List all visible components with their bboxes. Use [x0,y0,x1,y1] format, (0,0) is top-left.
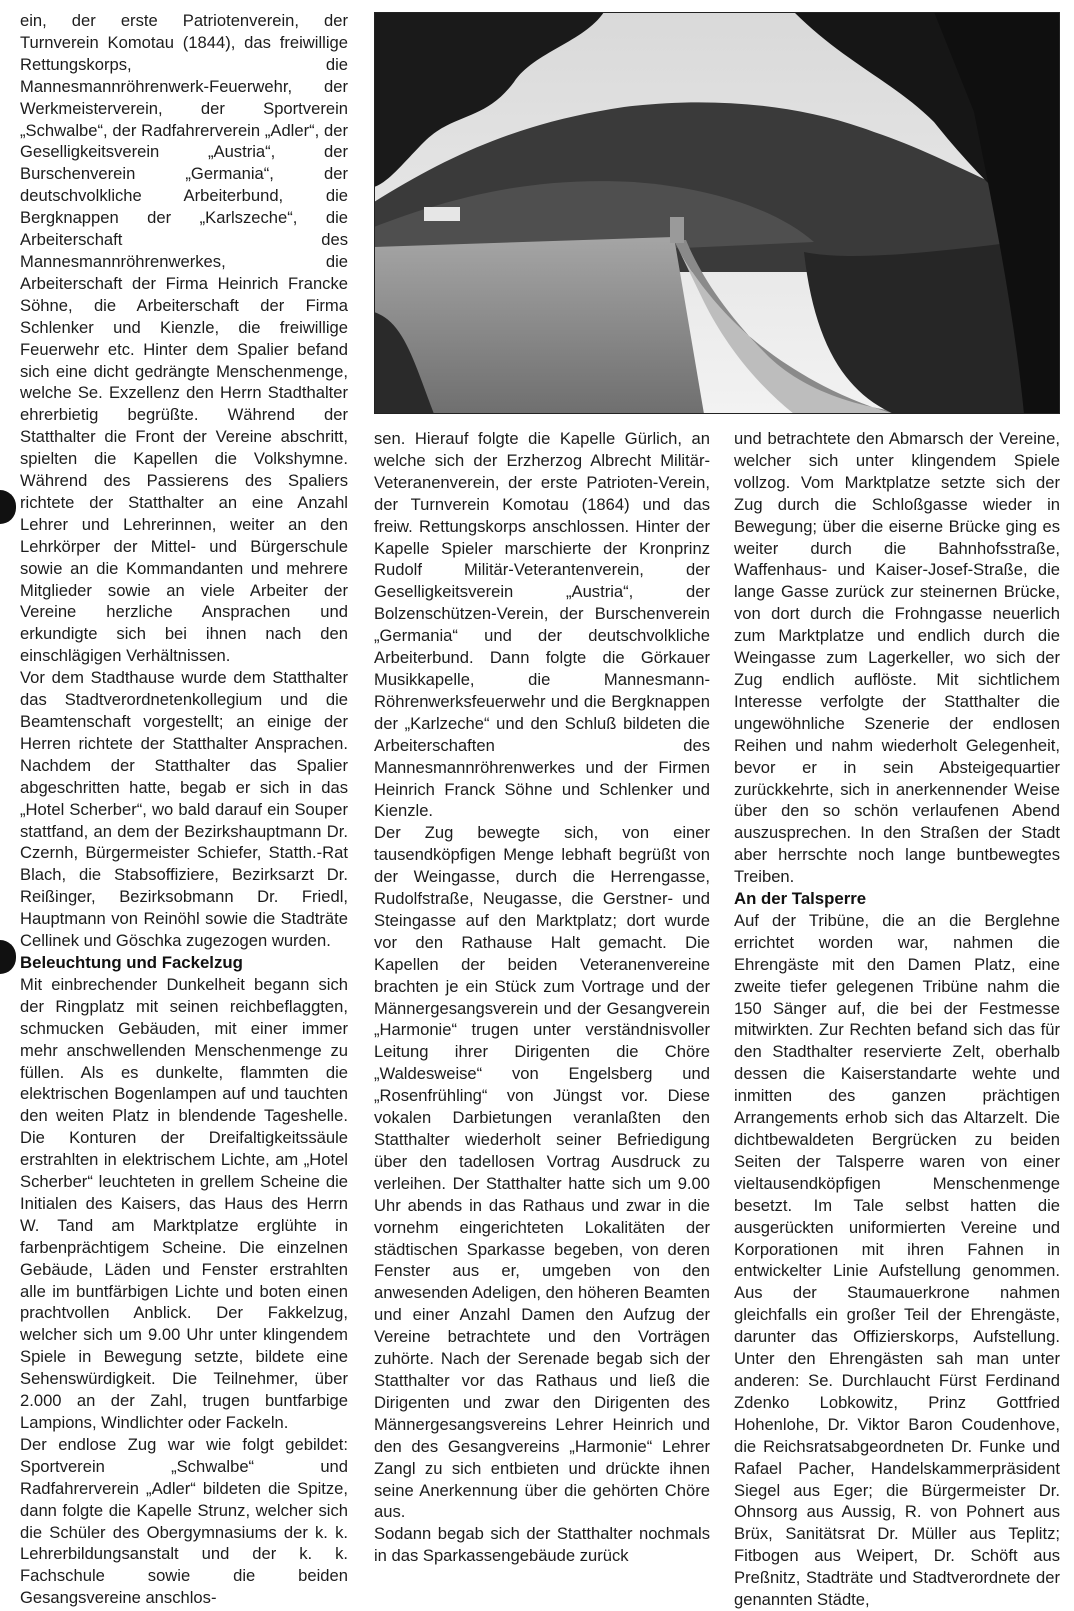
text-column-right [734,428,1060,1611]
paragraph: Der endlose Zug war wie folgt gebildet: Sportverein „Schwalbe“ und Radfahrerverein „Adler“ bildeten die Spitze, dann folgte die Kapelle Strunz, welcher sich die Schüler des Obergymnasiums der k. k. Lehrerbildungsanstalt und der k. k. Fachschule sowie die beiden Gesangsvereine anschlos- [20,1434,348,1608]
paragraph: Sodann begab sich der Statthalter nochmals in das Sparkassengebäude zurück [374,1524,710,1566]
paragraph: Der Zug bewegte sich, von einer tausendköpfigen Menge lebhaft begrüßt von der Weingasse, durch die Herrengasse, Rudolfstraße, Neugasse, die Gerstner- und Steingasse auf den Marktplatz; dort wurde vor den Rathause Halt gemacht. Die Kapellen der beiden Veteranenvereine brachten je ein Stück zum Vortrage und der Männergesangsverein und der Gesangverein „Harmonie“ trugen unter verständnisvoller Leitung ihrer Dirigenten die Chöre „Waldesweise“ von Engelsberg und „Rosenfrühling“ von Jüngst vor. Diese vokalen Darbietungen veranlaßten den Statthalter wiederholt seiner Befriedigung über den tadellosen Vortrag Ausdruck zu verleihen. Der Statthalter hatte sich um 9.00 Uhr abends in das Rathaus und zwar in die vornehm eingerichteten Lokalitäten der städtischen Sparkasse begeben, von deren Fenster aus er, umgeben von den anwesenden Adeligen, den höheren Beamten und einer Anzahl Damen den Aufzug der Vereine betrachtete und den Vorträgen zuhörte. Nach der Serenade begab sich der Statthalter vor das Rathaus und ließ die Dirigenten und zwar den Dirigenten des Männergesangsvereins Lehrer Heinrich und den des Gesangvereins „Harmonie“ Lehrer Zangl zu sich entbieten und drückte ihnen seine Anerkennung über die gehörten Chöre aus. [374,823,710,1522]
paragraph: Mit einbrechender Dunkelheit begann sich der Ringplatz mit seinen reichbeflaggten, schmucken Gebäuden, mit einer immer mehr anschwellenden Menschenmenge zu füllen. Als es dunkelte, flammten die elektrischen Bogenlampen auf und tauchten den weiten Platz in blendende Tageshelle. Die Konturen der Dreifaltigkeitssäule erstrahlten in elektrischem Lichte, am „Hotel Scherber“ leuchteten in grellem Scheine die Initialen des Kaisers, das Haus des Herrn W. Tand am Marktplatze erglühte in farbenprächtigem Scheine. Die einzelnen Gebäude, Läden und Fenster erstrahlten alle im buntfärbigen Lichte und boten einen prachtvollen Anblick. Der Fakkelzug, welcher sich um 9.00 Uhr unter klingendem Spiele in Bewegung setzte, bildete eine Sehenswürdigkeit. Die Teilnehmer, über 2.000 an der Zahl, trugen buntfarbige Lampions, Windlichter oder Fackeln. [20,974,348,1432]
dam-photograph [374,12,1060,414]
punch-hole-mark [0,490,16,524]
dam-photo-illustration [374,12,1060,414]
paragraph: Auf der Tribüne, die an die Berglehne errichtet worden war, nahmen die Ehrengäste mit den Damen Platz, eine zweite tiefer gelegenen Tribüne nahm die 150 Sänger auf, die bei der Festmesse mitwirkten. Zur Rechten befand sich das für den Stadthalter reservierte Zelt, oberhalb dessen die Kaiserstandarte wehte und inmitten des ganzen prächtigen Arrangements erhob sich das Altarzelt. Die dichtbewaldeten Bergrücken zu beiden Seiten der Talsperre waren von einer vieltausendköpfigen Menschenmenge besetzt. Im Tale selbst hatten die ausgerückten uniformierten Vereine und Korporationen mit ihren Fahnen in entwickelter Linie Aufstellung genommen. Aus der Staumauerkrone nahmen gleichfalls ein großer Teil der Ehrengäste, darunter das Offizierskorps, Aufstellung. Unter den Ehrengästen sah man unter anderen: Se. Durchlaucht Fürst Ferdinand Zdenko Lobkowitz, Prinz Gottfried Hohenlohe, Dr. Viktor Baron Coudenhove, die Reichsratsabgeordneten Dr. Funke und Rafael Pacher, Handelskammerpräsident Siegel aus Eger; die Bürgermeister Dr. Ohnsorg aus Aussig, R. von Pohnert aus Brüx, Sanitätsrat Dr. Müller aus Teplitz; Fitbogen aus Weipert, Dr. Schöft aus Preßnitz, Stadträte und Stadtverordnete der genannten Städte, [734,910,1060,1610]
paragraph: Vor dem Stadthause wurde dem Statthalter das Stadtverordnetenkollegium und die Beamtenschaft vorgestellt; an einige der Herren richtete der Statthalter Ansprachen. Nachdem der Statthalter das Spalier abgeschritten hatte, begab er sich in das „Hotel Scherber“, wo bald darauf ein Souper stattfand, an dem der Bezirkshauptmann Dr. Czernh, Bürgermeister Schiefer, Statth.-Rat Blach, die Stabsoffiziere, Bezirksarzt Dr. Reißinger, Bezirksobmann Dr. Friedl, Hauptmann von Reinöhl sowie die Stadträte Cellinek und Göschka zugezogen wurden. [20,668,348,951]
punch-hole-mark [0,940,16,974]
paragraph: ein, der erste Patriotenverein, der Turnverein Komotau (1844), das freiwillige Rettungskorps, die Mannesmannröhrenwerk-Feuerwehr, der Werkmeisterverein, der Sportverein „Schwalbe“, der Radfahrerverein „Adler“, der Geselligkeitsverein „Austria“, der Burschenverein „Germania“, der deutschvolkliche Arbeiterbund, die Bergknappen der „Karlszeche“, die Arbeiterschaft des Mannesmannröhrenwerkes, die Arbeiterschaft der Firma Heinrich Francke Söhne, die Arbeiterschaft der Firma Schlenker und Kienzle, die freiwillige Feuerwehr etc. Hinter dem Spalier befand sich eine dicht gedrängte Menschenmenge, welche Se. Exzellenz den Herrn Stadthalter ehrerbietig begrüßte. Während der Statthalter die Front der Vereine abschritt, spielten die Kapellen die Volkshymne. Während des Passierens des Spaliers richtete der Statthalter an eine Anzahl Lehrer und Lehrerinnen, weiter an den Lehrkörper der Mittel- und Bürgerschule sowie an die Kommandanten und mehrere Mitglieder sowie an viele Arbeiter der Vereine herzliche Ansprachen und erkundigte sich bei ihnen nach den einschlägigen Verhältnissen. [20,11,348,666]
text-column-middle [374,428,710,1567]
section-heading: An der Talsperre [734,889,867,909]
paragraph: und betrachtete den Abmarsch der Vereine, welcher sich unter klingendem Spiele vollzog. Vom Marktplatze setzte sich der Zug durch die Schloßgasse wieder in Bewegung; über die eiserne Brücke ging es weiter durch die Bahnhofsstraße, Waffenhaus- und Kaiser-Josef-Straße, die lange Gasse zurück zur steinernen Brücke, von dort durch die Frohngasse neuerlich zum Marktplatze und endlich durch die Weingasse zum Lagerkeller, wo sich der Zug endlich auflöste. Mit sichtlichem Interesse verfolgte der Statthalter die ungewöhnliche Szenerie der endlosen Reihen und nahm wiederholt Gelegenheit, bevor er in sein Absteigequartier zurückkehrte, sich in anerkennender Weise über den so schön verlaufenen Abend auszusprechen. In den Straßen der Stadt aber herrschte noch lange buntbewegtes Treiben. [734,429,1060,887]
section-heading: Beleuchtung und Fackelzug [20,952,243,972]
paragraph: sen. Hierauf folgte die Kapelle Gürlich, an welche sich der Erzherzog Albrecht Militär-Veteranenverein, der erste Patrioten-Verein, der Turnverein Komotau (1864) und das freiw. Rettungskorps anschlossen. Hinter der Kapelle Spieler marschierte der Kronprinz Rudolf Militär-Veterantenverein, der Geselligkeitsverein „Austria“, der Bolzenschützen-Verein, der Burschenverein „Germania“ und der deutschvolkliche Arbeiterbund. Dann folgte die Görkauer Musikkapelle, die Mannesmann-Röhrenwerksfeuerwehr und die Bergknappen der „Karlzeche“ und den Schluß bildeten die Arbeiterschaften des Mannesmannröhrenwerkes und der Firmen Heinrich Franck Söhne und Schlenker und Kienzle. [374,429,710,821]
text-column-left [20,10,348,1609]
